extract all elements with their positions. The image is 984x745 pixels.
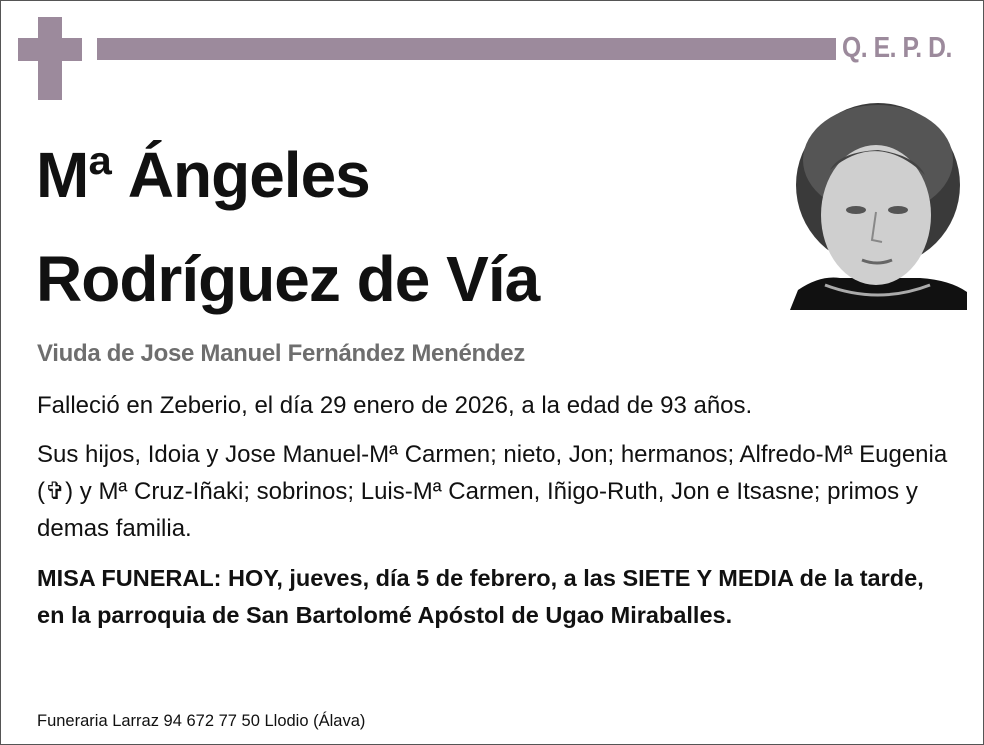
family-list <box>37 436 957 547</box>
header-bar <box>97 38 836 60</box>
funeral-home-footer: Funeraria Larraz 94 672 77 50 Llodio (Álava) <box>37 712 366 730</box>
name-line-2: Rodríguez de Vía <box>36 243 540 315</box>
portrait-photo <box>790 100 967 310</box>
subtitle-widow-of: Viuda de Jose Manuel Fernández Menéndez <box>37 340 525 367</box>
name-line-1: Mª Ángeles <box>36 139 370 211</box>
cross-icon-arm <box>18 38 82 61</box>
family-text-2: ) y Mª Cruz-Iñaki; sobrinos; Luis-Mª Carmen, Iñigo-Ruth, Jon e Itsasne; primos y demas familia. <box>37 478 918 542</box>
cross-symbol-icon: ✞ <box>45 478 66 505</box>
death-notice: Falleció en Zeberio, el día 29 enero de 2026, a la edad de 93 años. <box>37 392 753 419</box>
family-text-1: Sus hijos, Idoia y Jose Manuel-Mª Carmen; nieto, Jon; hermanos; Alfredo-Mª Eugenia ( <box>37 441 948 505</box>
qepd-label: Q. E. P. D. <box>842 32 952 64</box>
funeral-mass-info: MISA FUNERAL: HOY, jueves, día 5 de febrero, a las SIETE Y MEDIA de la tarde, en la parroquia de San Bartolomé Apóstol de Ugao Miraballes. <box>37 565 924 628</box>
